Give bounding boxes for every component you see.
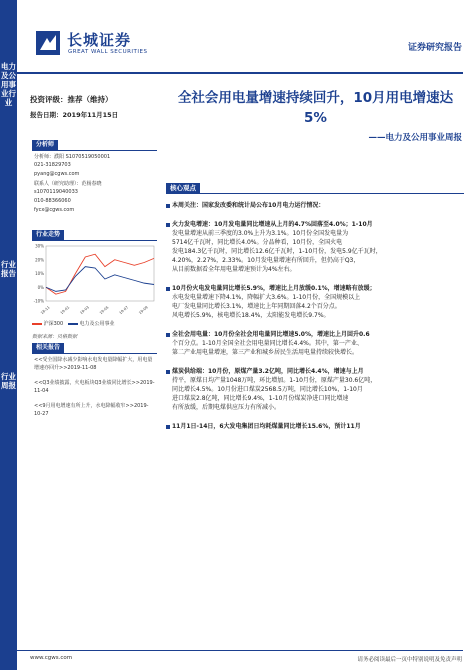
related-report-link[interactable]: <<9月用电增速有所上升，水电降幅收窄>>2019-10-27 [34, 403, 149, 417]
y-tick-label: 10% [35, 271, 44, 276]
legend-swatch-hs300 [32, 323, 42, 325]
legend-swatch-utility [68, 323, 78, 325]
core-view-line: 全社会用电量：10月份全社会用电量同比增速5.0%，增速比上月回升0.6 [172, 331, 370, 338]
core-view-line: 电厂发电量同比增长3.1%，增速比上年同期回落4.2个百分点。 [172, 303, 341, 310]
core-view-line: 煤炭供给端：10月份，原煤产量3.2亿吨，同比增长4.4%，增速与上月 [172, 368, 364, 375]
trend-section-rule [32, 240, 157, 241]
x-tick-label: 19-05 [98, 305, 110, 316]
analyst-line: 021-31829703 [34, 162, 71, 168]
y-tick-label: 0% [37, 284, 44, 290]
series-line-1 [46, 267, 154, 292]
analyst-line: 联系人（研究助理）：范杨春晓 [34, 181, 102, 187]
chart-source: 数据来源：贝格数据 [32, 334, 78, 340]
report-subtitle: ——电力及公用事业周报 [368, 133, 462, 143]
x-tick-label: 19-03 [79, 305, 90, 316]
related-report-link[interactable]: <<受全国降水减少影响水电发电量降幅扩大，用电量增速亦回升>>2019-11-08 [34, 357, 153, 371]
core-view-line: 同比增长4.5%。10月份进口煤炭2568.5万吨，同比增长10%，1-10月 [172, 386, 363, 393]
x-tick-label: 18-11 [40, 305, 51, 316]
footer-disclaimer: 请务必阅读最后一页中特别说明及免责声明 [357, 657, 462, 663]
core-views-rule [166, 193, 464, 194]
core-view-line: 4.20%，2.27%，2.33%。10月发电量增速有所回升，但仍高于Q3， [172, 257, 360, 264]
core-view-line: 本周关注：国家发改委和统计局公布10月电力运行情况： [172, 202, 325, 209]
core-view-line: 5714亿千瓦时，同比增长4.0%。分品种看，10月份，全国火电 [172, 239, 343, 246]
core-view-line: 风电增长5.9%，核电增长18.4%，太阳能发电增长9.7%。 [172, 312, 330, 319]
legend-label-hs300: 沪深300 [43, 321, 64, 327]
sidebar-label-weekly: 行业周报 [1, 372, 16, 390]
series-line-0 [46, 254, 154, 294]
bullet-icon [166, 223, 170, 227]
report-title: 全社会用电量增速持续回升，10月用电增速达5% [177, 90, 454, 126]
chart-legend [32, 320, 158, 327]
header [17, 0, 474, 75]
core-view-line: 持平，原煤日均产量1048万吨，环比增加。1-10月份，原煤产量30.6亿吨， [172, 377, 377, 384]
analyst-email[interactable]: pyang@cgws.com [34, 171, 80, 177]
logo-text-en: GREAT WALL SECURITIES [68, 49, 148, 55]
analyst-section-tag: 分析师 [32, 140, 58, 150]
y-tick-label: 20% [35, 257, 44, 263]
analyst-line: 分析师：濮阳 S1070519050001 [34, 154, 111, 160]
core-view-line: 从目前数据看全年用电量增速预计为4%左右。 [172, 266, 296, 273]
related-report-link[interactable]: <<Q3业绩披露，火电板块Q3业绩同比增长>>2019-11-04 [34, 380, 155, 394]
analyst-line: 010-88366060 [34, 198, 71, 204]
report-date: 报告日期：2019年11月15日 [30, 111, 119, 119]
related-section-tag: 相关报告 [32, 343, 64, 353]
analyst-line: s1070119040033 [34, 189, 78, 195]
footer-divider [17, 650, 463, 651]
x-tick-label: 19-01 [59, 305, 71, 316]
core-view-line: 火力发电增速：10月发电量同比增速从上月的4.7%回落至4.0%；1-10月 [172, 221, 373, 228]
core-views-tag: 核心观点 [166, 183, 200, 193]
related-section-rule [32, 353, 157, 354]
y-tick-label: -10% [33, 298, 44, 304]
bullet-icon [166, 425, 170, 429]
core-view-line: 有所放缓，后期电煤供应压力有所减小。 [172, 404, 281, 411]
x-tick-label: 19-09 [138, 305, 149, 316]
x-tick-label: 19-07 [118, 305, 130, 316]
y-tick-label: 30% [35, 243, 44, 249]
industry-trend-chart [32, 242, 158, 317]
bullet-icon [166, 370, 170, 374]
bullet-icon [166, 333, 170, 337]
bullet-icon [166, 204, 170, 208]
investment-rating: 投资评级：推荐（维持） [30, 95, 113, 104]
core-view-line: 第二产业用电量增速，第三产业和城乡居民生活用电量持续较快增长。 [172, 349, 359, 356]
core-view-line: 水电发电量增速下降4.1%，降幅扩大3.6%。1-10月份，全国规模以上 [172, 294, 361, 301]
core-view-line: 进口煤炭2.8亿吨，同比增长9.4%，1-10月份煤炭净进口同比增速 [172, 395, 349, 402]
sidebar-label-industry: 电力及公用事业行业 [1, 62, 16, 107]
logo-icon [35, 30, 61, 56]
legend-label-utility: 电力及公用事业 [79, 321, 115, 327]
report-type: 证券研究报告 [407, 43, 462, 53]
sidebar-label-report: 行业报告 [1, 260, 16, 278]
core-view-line: 11月1日-14日，6大发电集团日均耗煤量同比增长15.6%，预计11月 [172, 423, 361, 430]
bullet-icon [166, 287, 170, 291]
core-view-line: 发电184.3亿千瓦时，同比增长12.6亿千瓦时，1-10月份，发电5.9亿千瓦时， [172, 248, 382, 255]
logo-text-cn: 长城证券 [67, 31, 132, 49]
core-view-line: 10月份火电发电量同比增长5.9%，增速比上月放缓0.1%，增速略有放缓； [172, 285, 376, 292]
footer-website[interactable]: www.cgws.com [30, 655, 73, 661]
analyst-section-rule [32, 150, 157, 151]
core-view-line: 个百分点。1-10月全国全社会用电量同比增长4.4%。其中，第一产业、 [172, 340, 363, 347]
analyst-email[interactable]: fycx@cgws.com [34, 207, 75, 213]
trend-section-tag: 行业走势 [32, 230, 64, 240]
header-divider [17, 72, 463, 74]
core-view-line: 发电量增速从前三季度的3.0%上升为3.1%。10月份全国发电量为 [172, 230, 349, 237]
